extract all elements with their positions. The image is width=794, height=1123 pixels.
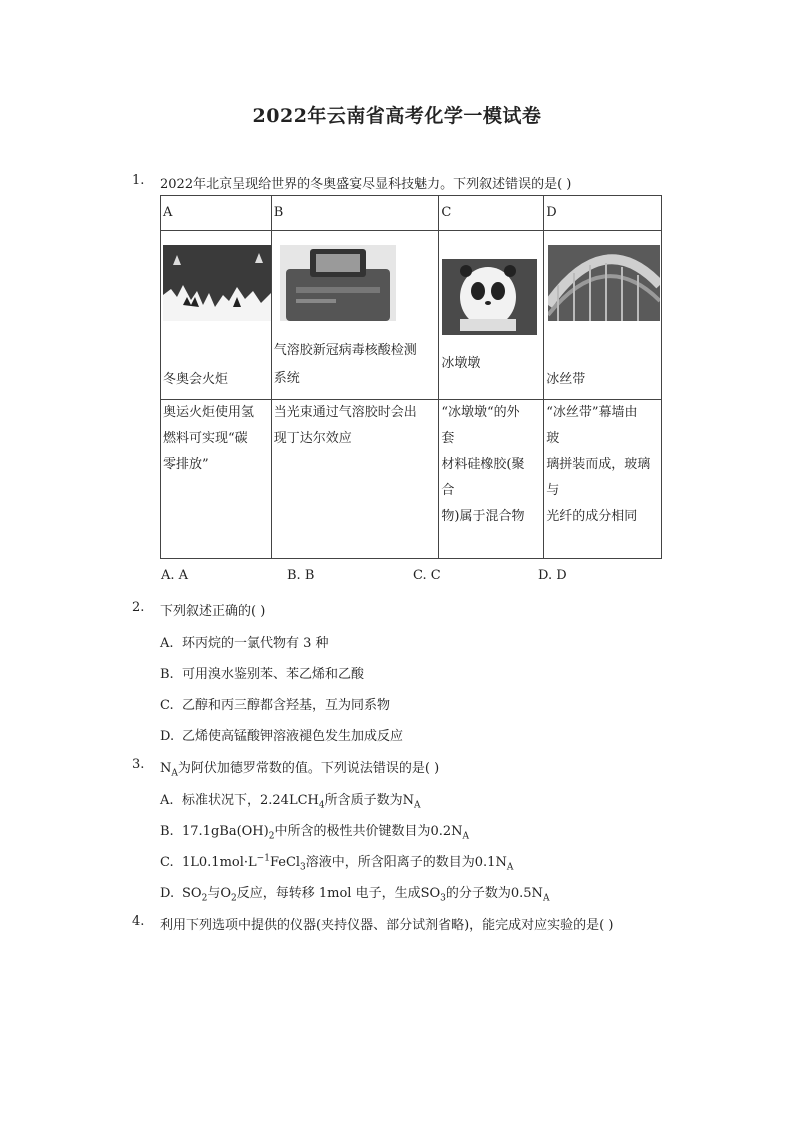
caption-bing-dwen-dwen: 冰墩墩: [441, 356, 481, 371]
q2-option-c: C. 乙醇和丙三醇都含羟基，互为同系物: [160, 698, 391, 713]
ice-ribbon-photo: [548, 245, 660, 321]
table-header-b: B: [271, 196, 439, 231]
q1-answer-c: C. C: [413, 568, 441, 583]
q1-answer-b: B. B: [287, 568, 315, 583]
table-header-c: C: [439, 196, 544, 231]
table-header-a: A: [161, 196, 272, 231]
question-4-stem: 利用下列选项中提供的仪器(夹持仪器、部分试剂省略)，能完成对应实验的是( ): [160, 918, 614, 933]
question-2-number: 2.: [132, 600, 145, 615]
q2-option-a: A. 环丙烷的一氯代物有 3 种: [160, 636, 329, 651]
question-1-number: 1.: [132, 173, 145, 188]
question-1-stem: 2022年北京呈现给世界的冬奥盛宴尽显科技魅力。下列叙述错误的是( ): [160, 177, 572, 192]
aerosol-detection-system-photo: [280, 245, 396, 321]
question-3-stem: $N_A$为阿伏加德罗常数的值。下列说法错误的是( ): [160, 761, 440, 779]
cell-description-c: “冰墩墩“的外 套 材料硅橡胶(聚 合 物)属于混合物: [439, 400, 544, 559]
question-1-table: [160, 195, 662, 559]
table-header-d: D: [544, 196, 662, 231]
cell-image-a: [161, 231, 272, 400]
q2-option-b: B. 可用溴水鉴别苯、苯乙烯和乙酸: [160, 667, 365, 682]
q3-option-b: B. $17.1gBa(OH)_2$中所含的极性共价键数目为$0.2N_A$: [160, 824, 470, 842]
cell-image-d: [544, 231, 662, 400]
cell-image-c: [439, 231, 544, 400]
q1-answer-a: A. A: [161, 568, 189, 583]
bing-dwen-dwen-photo: [442, 259, 537, 335]
caption-detection-system: 气溶胶新冠病毒核酸检测 系统: [273, 343, 417, 386]
q3-option-c: C. $1L0.1mol\cdot L^{-1}FeCl_3$溶液中，所含阳离子的数目为$0.1N_A$: [160, 853, 514, 873]
exam-title: 2022年云南省高考化学一模试卷: [252, 105, 542, 127]
cell-description-d: “冰丝带”幕墙由 玻 璃拼装而成，玻璃 与 光纤的成分相同: [544, 400, 662, 559]
question-2-stem: 下列叙述正确的( ): [160, 604, 266, 619]
q3-option-d: D. $SO_2$与$O_2$反应，每转移 1mol 电子，生成$SO_3$的分子数为$0.5N_A$: [160, 886, 550, 904]
cell-description-b: 当光束通过气溶胶时会出 现丁达尔效应: [271, 400, 439, 559]
question-4-number: 4.: [132, 914, 145, 929]
cell-description-a: 奥运火炬使用氢 燃料可实现“碳 零排放”: [161, 400, 272, 559]
cell-image-b: [271, 231, 439, 400]
q2-option-d: D. 乙烯使高锰酸钾溶液褪色发生加成反应: [160, 729, 404, 744]
q1-answer-d: D. D: [538, 568, 567, 583]
caption-ice-ribbon: 冰丝带: [546, 372, 586, 387]
question-3-number: 3.: [132, 757, 145, 772]
winter-olympics-torch-photo: [163, 245, 271, 321]
q3-option-a: A. 标准状况下，$2.24LCH_4$所含质子数为$N_A$: [160, 793, 421, 811]
caption-torch: 冬奥会火炬: [163, 372, 229, 387]
